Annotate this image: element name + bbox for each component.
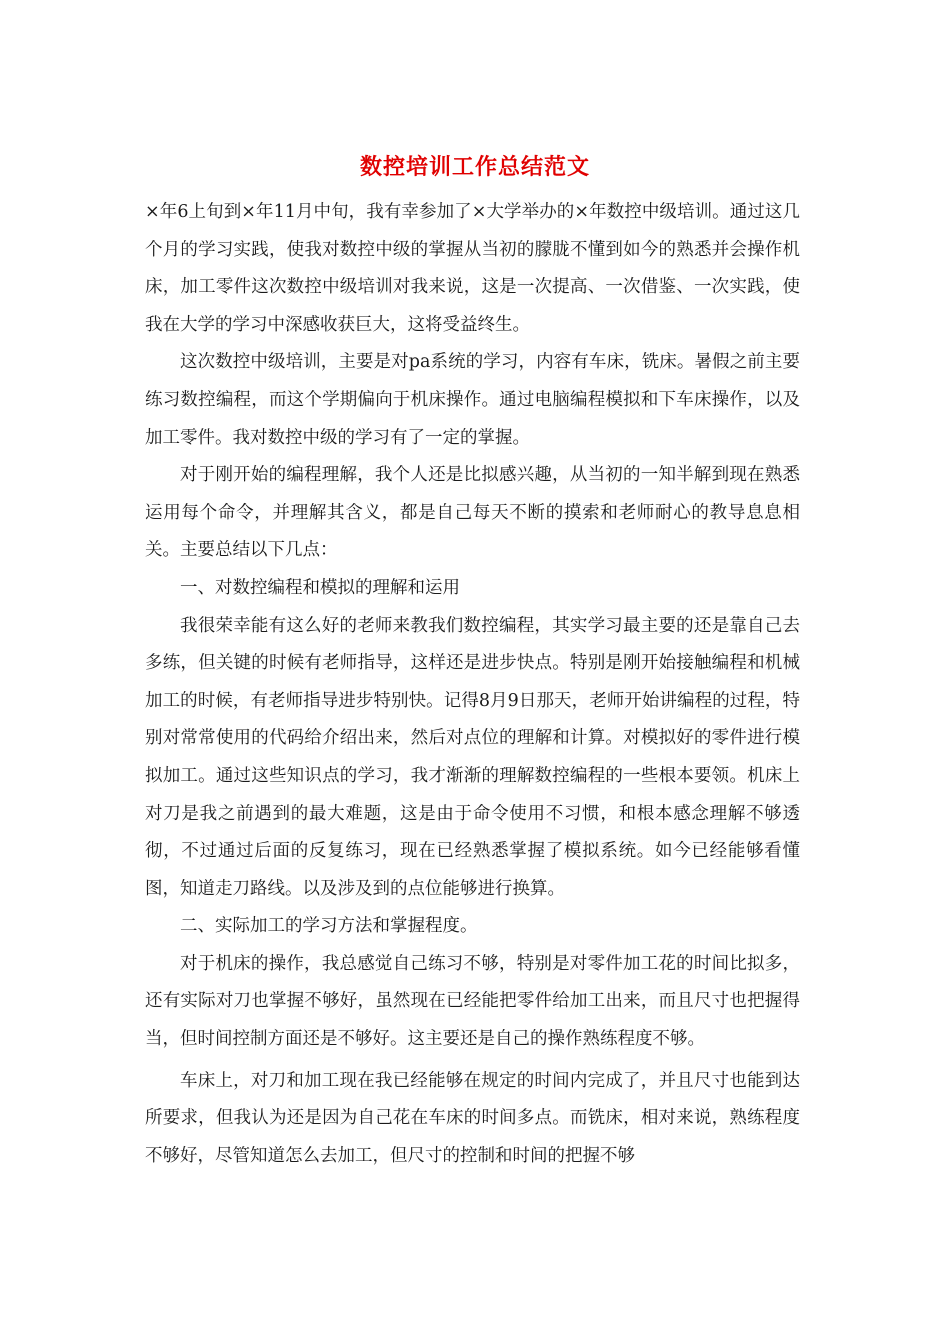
document-title: 数控培训工作总结范文 <box>359 155 590 180</box>
paragraph-intro: ×年6上旬到×年11月中旬，我有幸参加了×大学举办的×年数控中级培训。通过这几个月的学习实践，使我对数控中级的掌握从当初的朦胧不懂到如今的熟悉并会操作机床，加工零件这次数控中级培训对我来说，这是一次提高、一次借鉴、一次实践，使我在大学的学习中深感收获巨大，这将受益终生。 <box>145 202 800 335</box>
paragraph-training-content: 这次数控中级培训，主要是对pa系统的学习，内容有车床，铣床。暑假之前主要练习数控编程，而这个学期偏向于机床操作。通过电脑编程模拟和下车床操作，以及加工零件。我对数控中级的学习有了一定的掌握。 <box>145 352 800 448</box>
document-body <box>145 194 800 1175</box>
paragraph-lathe-milling: 车床上，对刀和加工现在我已经能够在规定的时间内完成了，并且尺寸也能到达所要求，但我认为还是因为自己花在车床的时间多点。而铣床，相对来说，熟练程度不够好，尽管知道怎么去加工，但尺寸的控制和时间的把握不够 <box>145 1070 800 1166</box>
section-heading-machining: 二、实际加工的学习方法和掌握程度。 <box>180 916 478 937</box>
paragraph-machine-operation: 对于机床的操作，我总感觉自己练习不够，特别是对零件加工花的时间比拟多，还有实际对刀也掌握不够好，虽然现在已经能把零件给加工出来，而且尺寸也把握得当，但时间控制方面还是不够好。这主要还是自己的操作熟练程度不够。 <box>145 953 800 1050</box>
section-heading-programming: 一、对数控编程和模拟的理解和运用 <box>180 577 460 598</box>
paragraph-programming-understanding: 对于刚开始的编程理解，我个人还是比拟感兴趣，从当初的一知半解到现在熟悉运用每个命令，并理解其含义，都是自己每天不断的摸索和老师耐心的教导息息相关。主要总结以下几点： <box>145 465 800 561</box>
paragraph-programming-details: 我很荣幸能有这么好的老师来教我们数控编程，其实学习最主要的还是靠自己去多练，但关键的时候有老师指导，这样还是进步快点。特别是刚开始接触编程和机械加工的时候，有老师指导进步特别快。记得8月9日那天，老师开始讲编程的过程，特别对常常使用的代码给介绍出来，然后对点位的理解和计算。对模拟好的零件进行模拟加工。通过这些知识点的学习，我才渐渐的理解数控编程的一些根本要领。机床上对刀是我之前遇到的最大难题，这是由于命令使用不习惯，和根本感念理解不够透彻，不过通过后面的反复练习，现在已经熟悉掌握了模拟系统。如今已经能够看懂图，知道走刀路线。以及涉及到的点位能够进行换算。 <box>145 615 800 899</box>
